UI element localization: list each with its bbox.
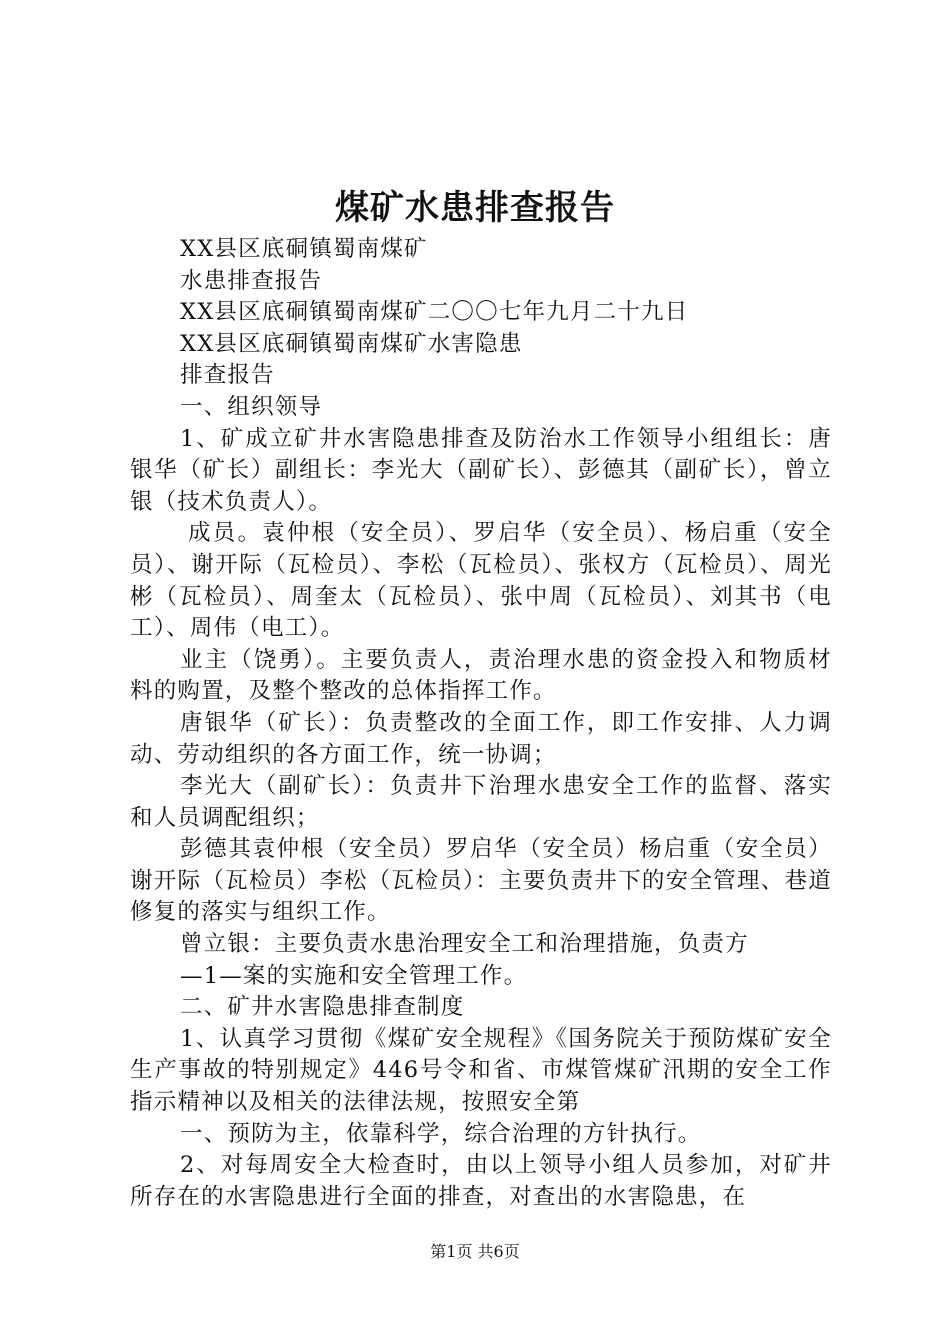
paragraph: 1、认真学习贯彻《煤矿安全规程》《国务院关于预防煤矿安全生产事故的特别规定》446号令和省、市煤管煤矿汛期的安全工作指示精神以及相关的法律法规，按照安全第 <box>130 1025 832 1116</box>
paragraph: 彭德其袁仲根（安全员）罗启华（安全员）杨启重（安全员）谢开际（瓦检员）李松（瓦检员）：主要负责井下的安全管理、巷道修复的落实与组织工作。 <box>130 836 832 926</box>
paragraph: 业主（饶勇）。主要负责人，责治理水患的资金投入和物质材料的购置，及整个整改的总体指挥工作。 <box>130 646 832 705</box>
paragraph: 李光大（副矿长）：负责井下治理水患安全工作的监督、落实和人员调配组织； <box>130 773 832 831</box>
paragraph: 2、对每周安全大检查时，由以上领导小组人员参加，对矿井所存在的水害隐患进行全面的排查，对查出的水害隐患，在 <box>130 1152 832 1210</box>
paragraph: XX县区底硐镇蜀南煤矿水害隐患 <box>180 330 523 357</box>
paragraph: 唐银华（矿长）：负责整改的全面工作，即工作安排、人力调动、劳动组织的各方面工作，统一协调； <box>130 709 832 768</box>
paragraph: XX县区底硐镇蜀南煤矿二〇〇七年九月二十九日 <box>180 299 689 326</box>
paragraph: —1—案的实施和安全管理工作。 <box>180 962 528 989</box>
paragraph: 一、预防为主，依靠科学，综合治理的方针执行。 <box>180 1120 702 1147</box>
paragraph: XX县区底硐镇蜀南煤矿 <box>180 236 428 262</box>
paragraph: 一、组织领导 <box>180 393 323 420</box>
paragraph: 二、矿井水害隐患排查制度 <box>180 994 465 1021</box>
paragraph: 1、矿成立矿井水害隐患排查及防治水工作领导小组组长：唐银华（矿长）副组长：李光大（副矿长）、彭德其（副矿长），曾立银（技术负责人）。 <box>130 425 832 515</box>
page-footer: 第1页 共6页 <box>430 1242 520 1261</box>
document-title: 煤矿水患排查报告 <box>335 188 615 228</box>
paragraph: 水患排查报告 <box>180 267 323 294</box>
paragraph: 成员。袁仲根（安全员）、罗启华（安全员）、杨启重（安全员）、谢开际（瓦检员）、李松（瓦检员）、张权方（瓦检员）、周光彬（瓦检员）、周奎太（瓦检员）、张中周（瓦检员）、刘其书（电工）、周伟（电工）。 <box>130 520 832 642</box>
paragraph: 排查报告 <box>180 362 275 389</box>
paragraph: 曾立银：主要负责水患治理安全工和治理措施，负责方 <box>180 931 749 958</box>
document-body <box>130 234 832 1213</box>
